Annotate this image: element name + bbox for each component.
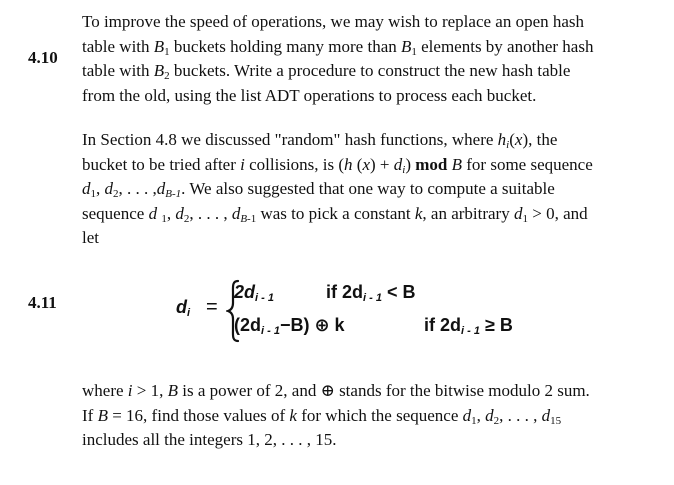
text-line: $d_1$, $d_2$, . . . $,d_{B-1}$. We also suggested that one way to compute a suitable [82,179,555,201]
lhs-symbol: d [176,297,187,317]
case-1-cond-text: if 2d [326,282,364,302]
recurrence-equation [0,276,674,346]
case-2-expression [234,315,345,336]
case-2-expr-subscript: i - 1 [261,325,280,337]
text-line: table with $B_1$ buckets holding many more than $B_1$ elements by another hash [82,36,594,58]
equation-lhs [176,297,190,318]
exercise-4-11-intro [82,128,662,251]
text-line: To improve the speed of operations, we may wish to replace an open hash [82,12,585,31]
exercise-4-10-text [82,10,662,108]
lhs-subscript: i [187,307,191,319]
text-line: includes all the integers 1, 2, . . . , 15. [82,430,337,450]
exercise-4-11-outro [82,379,662,453]
case-1-condition [326,282,416,303]
case-2-condition [424,315,513,336]
case-1-expression [234,282,274,303]
case-1-cond-subscript: i - 1 [363,292,382,304]
case-1-expr-subscript: i - 1 [255,292,274,304]
case-2-expr-close: −B) ⊕ k [279,315,345,335]
text-line: bucket to be tried after i collisions, is (h $(x) + d_i$) mod B for some sequence [82,154,593,176]
case-2-expr-open: (2d [234,315,261,335]
case-2-cond-text: if 2d [424,315,462,335]
text-line: sequence d $_1$, $d_2$, . . . , $d_{B-1}$ was to pick a constant k, an arbitrary $d_1 > 0$, and [82,203,588,225]
text-line: table with $B_2$ buckets. Write a procedure to construct the new hash table [82,61,571,83]
text-line: If B = 16, find those values of k for which the sequence $d_1$, $d_2$, . . . , $d_{15}$ [82,405,562,427]
case-1-expr-main: 2d [234,282,256,302]
exercise-number-4-11: 4.11 [28,293,57,312]
text-line: In Section 4.8 we discussed "random" hash functions, where $h_i(x)$, the [82,130,558,151]
case-1-cond-relation: < B [386,282,416,302]
text-line: from the old, using the list ADT operations to process each bucket. [82,85,537,105]
text-line: where i > 1, B is a power of 2, and ⊕ stands for the bitwise modulo 2 sum. [82,381,590,400]
case-2-cond-relation: ≥ B [484,315,513,335]
exercise-number-4-10: 4.10 [28,48,58,67]
case-2-cond-subscript: i - 1 [461,325,480,337]
text-line: let [82,228,99,248]
equals-sign: = [206,296,218,318]
